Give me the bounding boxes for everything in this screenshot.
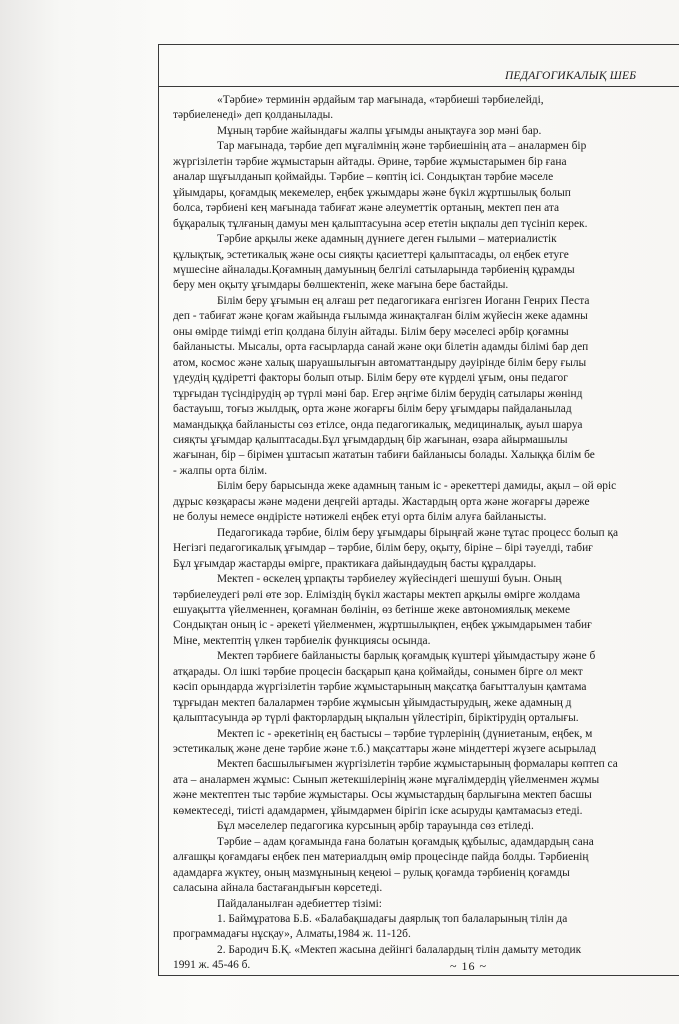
page-number: ~ 16 ~ bbox=[450, 959, 487, 973]
paragraph-line: және мектептен тыс тәрбие жұмыстары. Осы жұмыстардың барлығына мектеп басшы bbox=[173, 789, 592, 802]
paragraph-line: атом, космос және халық шаруашылығын автоматтандыру дәуірінде білім беру ғылы bbox=[173, 356, 587, 369]
running-header: ПЕДАГОГИКАЛЫҚ ШЕБ bbox=[505, 70, 637, 82]
paragraph-line: алғашқы қоғамдағы еңбек пен материалдың өмір процесінде пайда болды. Тәрбиенің bbox=[173, 851, 589, 864]
paragraph-line: атқарады. Ол ішкі тәрбие процесін басқарып қана қоймайды, сонымен бірге ол мект bbox=[173, 665, 583, 678]
paragraph-line: тұрғыдан мектеп балалармен тәрбие жұмысын ұйымдастырудың, жеке адамның д bbox=[173, 696, 572, 709]
paragraph-line: не болуы немесе өндірісте нәтижелі еңбек етуі орта білім алуға байланысты. bbox=[173, 511, 547, 524]
paragraph-line: бұқаралық тұлғаның дамуы мен қалыптасуына әсер ететін ықпалы деп түсініп керек. bbox=[173, 217, 588, 230]
paragraph-line: 1991 ж. 45-46 б. bbox=[173, 959, 251, 972]
paragraph-line: дұрыс көзқарасы және мәдени деңгейі артады. Жастардың орта және жоғарғы дәреже bbox=[173, 495, 590, 508]
paragraph-line: байланысты. Мысалы, орта ғасырларда санай және оқи білетін адамды білімі бар деп bbox=[173, 341, 589, 354]
paragraph-line: саласына айнала бастағандығын көрсетеді. bbox=[173, 882, 383, 895]
paragraph-line: аналар шұғылданып қоймайды. Тәрбие – көптің ісі. Сондықтан тәрбие мәселе bbox=[173, 171, 554, 184]
paragraph-line: үдеудің құдіретті факторы болып отыр. Білім беру өте күрделі ұғым, оны педагог bbox=[173, 372, 568, 385]
paragraph-line: оны өмірде тиімді етіп қолдана білуін айтады. Білім беру мәселесі әрбір қоғамны bbox=[173, 325, 569, 338]
paragraph-line: «Тәрбие» терминін әрдайым тар мағынада, «тәрбиеші тәрбиелейді, bbox=[217, 94, 544, 106]
paragraph-line: сияқты ұғымдар қалыптасады.Бұл ұғымдардың бір жағынан, өзара айырмашылы bbox=[173, 433, 568, 446]
paragraph-line: Мұның тәрбие жайындағы жалпы ұғымды анықтауға зор мәні бар. bbox=[217, 124, 542, 137]
paragraph-line: 1. Баймұратова Б.Б. «Балабақшадағы даярлық топ балаларының тілін да bbox=[217, 913, 568, 926]
paragraph-line: 2. Бародич Б.Қ. «Мектеп жасына дейінгі балалардың тілін дамыту методик bbox=[217, 943, 582, 956]
paragraph-line: мүшесіне айналады.Қоғамның дамуының белгілі сатыларында тәрбиенің құрамды bbox=[173, 263, 575, 276]
paragraph-line: болса, тәрбиені кең мағынада табиғат және әлеуметтік ортаның, мектеп пен ата bbox=[173, 202, 560, 215]
paragraph-line: Білім беру барысында жеке адамның таным іс - әрекеттері дамиды, ақыл – ой өріс bbox=[217, 480, 617, 493]
body-text bbox=[173, 93, 679, 974]
paragraph-line: ұйымдары, қоғамдық мекемелер, еңбек ұжымдары және бүкіл жұртшылық болып bbox=[173, 186, 571, 199]
paragraph-line: адамдарға жүктеу, оның мазмұнының кеңеюі – рулық қоғамда тәрбиенің қоғамды bbox=[173, 866, 570, 879]
paragraph-line: Мектеп тәрбиеге байланысты барлық қоғамдық күштері ұйымдастыру және б bbox=[217, 650, 596, 663]
paragraph-line: Тәрбие – адам қоғамында ғана болатын қоғамдық құбылыс, адамдардың сана bbox=[217, 835, 594, 848]
paragraph-line: беру мен оқыту ұғымдары бөлшектеніп, жеке мағына бере бастайды. bbox=[173, 279, 509, 292]
paragraph-line: жағынан, бір – бірімен ұштасып жататын табиғи байланысы болады. Халыққа білім бе bbox=[173, 449, 595, 462]
paragraph-line: бастауыш, тоғыз жылдық, орта және жоғарғы білім беру ұғымдары пайдаланылад bbox=[173, 403, 572, 416]
paragraph-line: Мектеп - өскелең ұрпақты тәрбиелеу жүйесіндегі шешуші буын. Оның bbox=[217, 573, 562, 586]
paragraph-line: эстетикалық және дене тәрбие және т.б.) мақсаттары және міндеттері жүзеге асырылад bbox=[173, 743, 596, 756]
paragraph-line: Міне, мектептің үлкен тәрбиелік функциясы осында. bbox=[173, 634, 431, 647]
paragraph-line: Педагогикада тәрбие, білім беру ұғымдары бірыңғай және тұтас процесс болып қа bbox=[217, 526, 619, 539]
paragraph-line: Білім беру ұғымын ең алғаш рет педагогикаға енгізген Иоганн Генрих Песта bbox=[217, 294, 590, 307]
paragraph-line: мамандыққа байланысты сөз етілсе, онда педагогикалық, медициналық, ауыл шаруа bbox=[173, 418, 583, 431]
paragraph-line: Тәрбие арқылы жеке адамның дүниеге деген ғылыми – материалистік bbox=[217, 233, 557, 246]
paragraph-line: тәрбиеленеді» деп қолданылады. bbox=[173, 109, 334, 122]
paragraph-line: - жалпы орта білім. bbox=[173, 464, 268, 477]
paragraph-line: қалыптасуында әр түрлі факторлардың ықпалын үйлестіріп, біріктірудің орталығы. bbox=[173, 712, 579, 725]
header-rule bbox=[158, 86, 679, 87]
paragraph-line: кәсіп орындарда жүргізілетін тәрбие жұмыстарының мақсатқа бағытталуын қамтама bbox=[173, 681, 587, 694]
paragraph-line: Сондықтан оның іс - әрекеті үйелменмен, жұртшылықпен, еңбек ұжымдарымен табиғ bbox=[173, 619, 592, 632]
paragraph-line: Негізгі педагогикалық ұғымдар – тәрбие, білім беру, оқыту, біріне – бірі тәуелді, табиғ bbox=[173, 542, 593, 555]
paragraph-line: Бұл ұғымдар жастарды өмірге, практикаға дайындаудың басты құралдары. bbox=[173, 557, 537, 570]
paragraph-line: ешуақытта үйелменнен, қоғамнан бөлінін, өз бетінше жеке автономиялық мекеме bbox=[173, 603, 571, 616]
paragraph-line: тәрбиелеудегі рөлі өте зор. Еліміздің бүкіл жастары мектеп арқылы өмірге жолдама bbox=[173, 588, 581, 601]
paragraph-line: жүргізілетін тәрбие жұмыстарын айтады. Әрине, тәрбие жұмыстарымен бір ғана bbox=[173, 155, 567, 168]
paragraph-line: көмектеседі, тиісті адамдармен, ұйымдармен бірігіп іске асыруды қамтамасыз етеді. bbox=[173, 804, 583, 817]
paragraph-line: Тар мағынада, тәрбие деп мұғалімнің және тәрбиешінің ата – аналармен бір bbox=[217, 140, 587, 153]
paragraph-line: ата – аналармен жұмыс: Сынып жетекшілерінің және мұғалімдердің үйелменмен жұмы bbox=[173, 773, 600, 786]
paragraph-line: құлықтық, эстетикалық және осы сияқты қасиеттері қалыптасады, ол еңбек етуге bbox=[173, 248, 569, 261]
paragraph-line: тұрғыдан түсіндірудің әр түрлі мәні бар. Егер әңгіме білім берудің сатылары жөнінд bbox=[173, 387, 583, 400]
paragraph-line: Бұл мәселелер педагогика курсының әрбір тарауында сөз етіледі. bbox=[217, 820, 534, 833]
paragraph-line: Пайдаланылған әдебиеттер тізімі: bbox=[217, 897, 382, 910]
paragraph-line: Мектеп іс - әрекетінің ең бастысы – тәрбие түрлерінің (дүниетаным, еңбек, м bbox=[217, 727, 593, 740]
paragraph-line: Мектеп басшылығымен жүргізілетін тәрбие жұмыстарының формалары көптеп са bbox=[217, 758, 618, 771]
paragraph-line: программадағы нұсқау», Алматы,1984 ж. 11-12б. bbox=[173, 928, 411, 941]
paragraph-line: деп - табиғат және қоғам жайында ғылымда жинақталған білім жүйесін жеке адамны bbox=[173, 310, 588, 323]
